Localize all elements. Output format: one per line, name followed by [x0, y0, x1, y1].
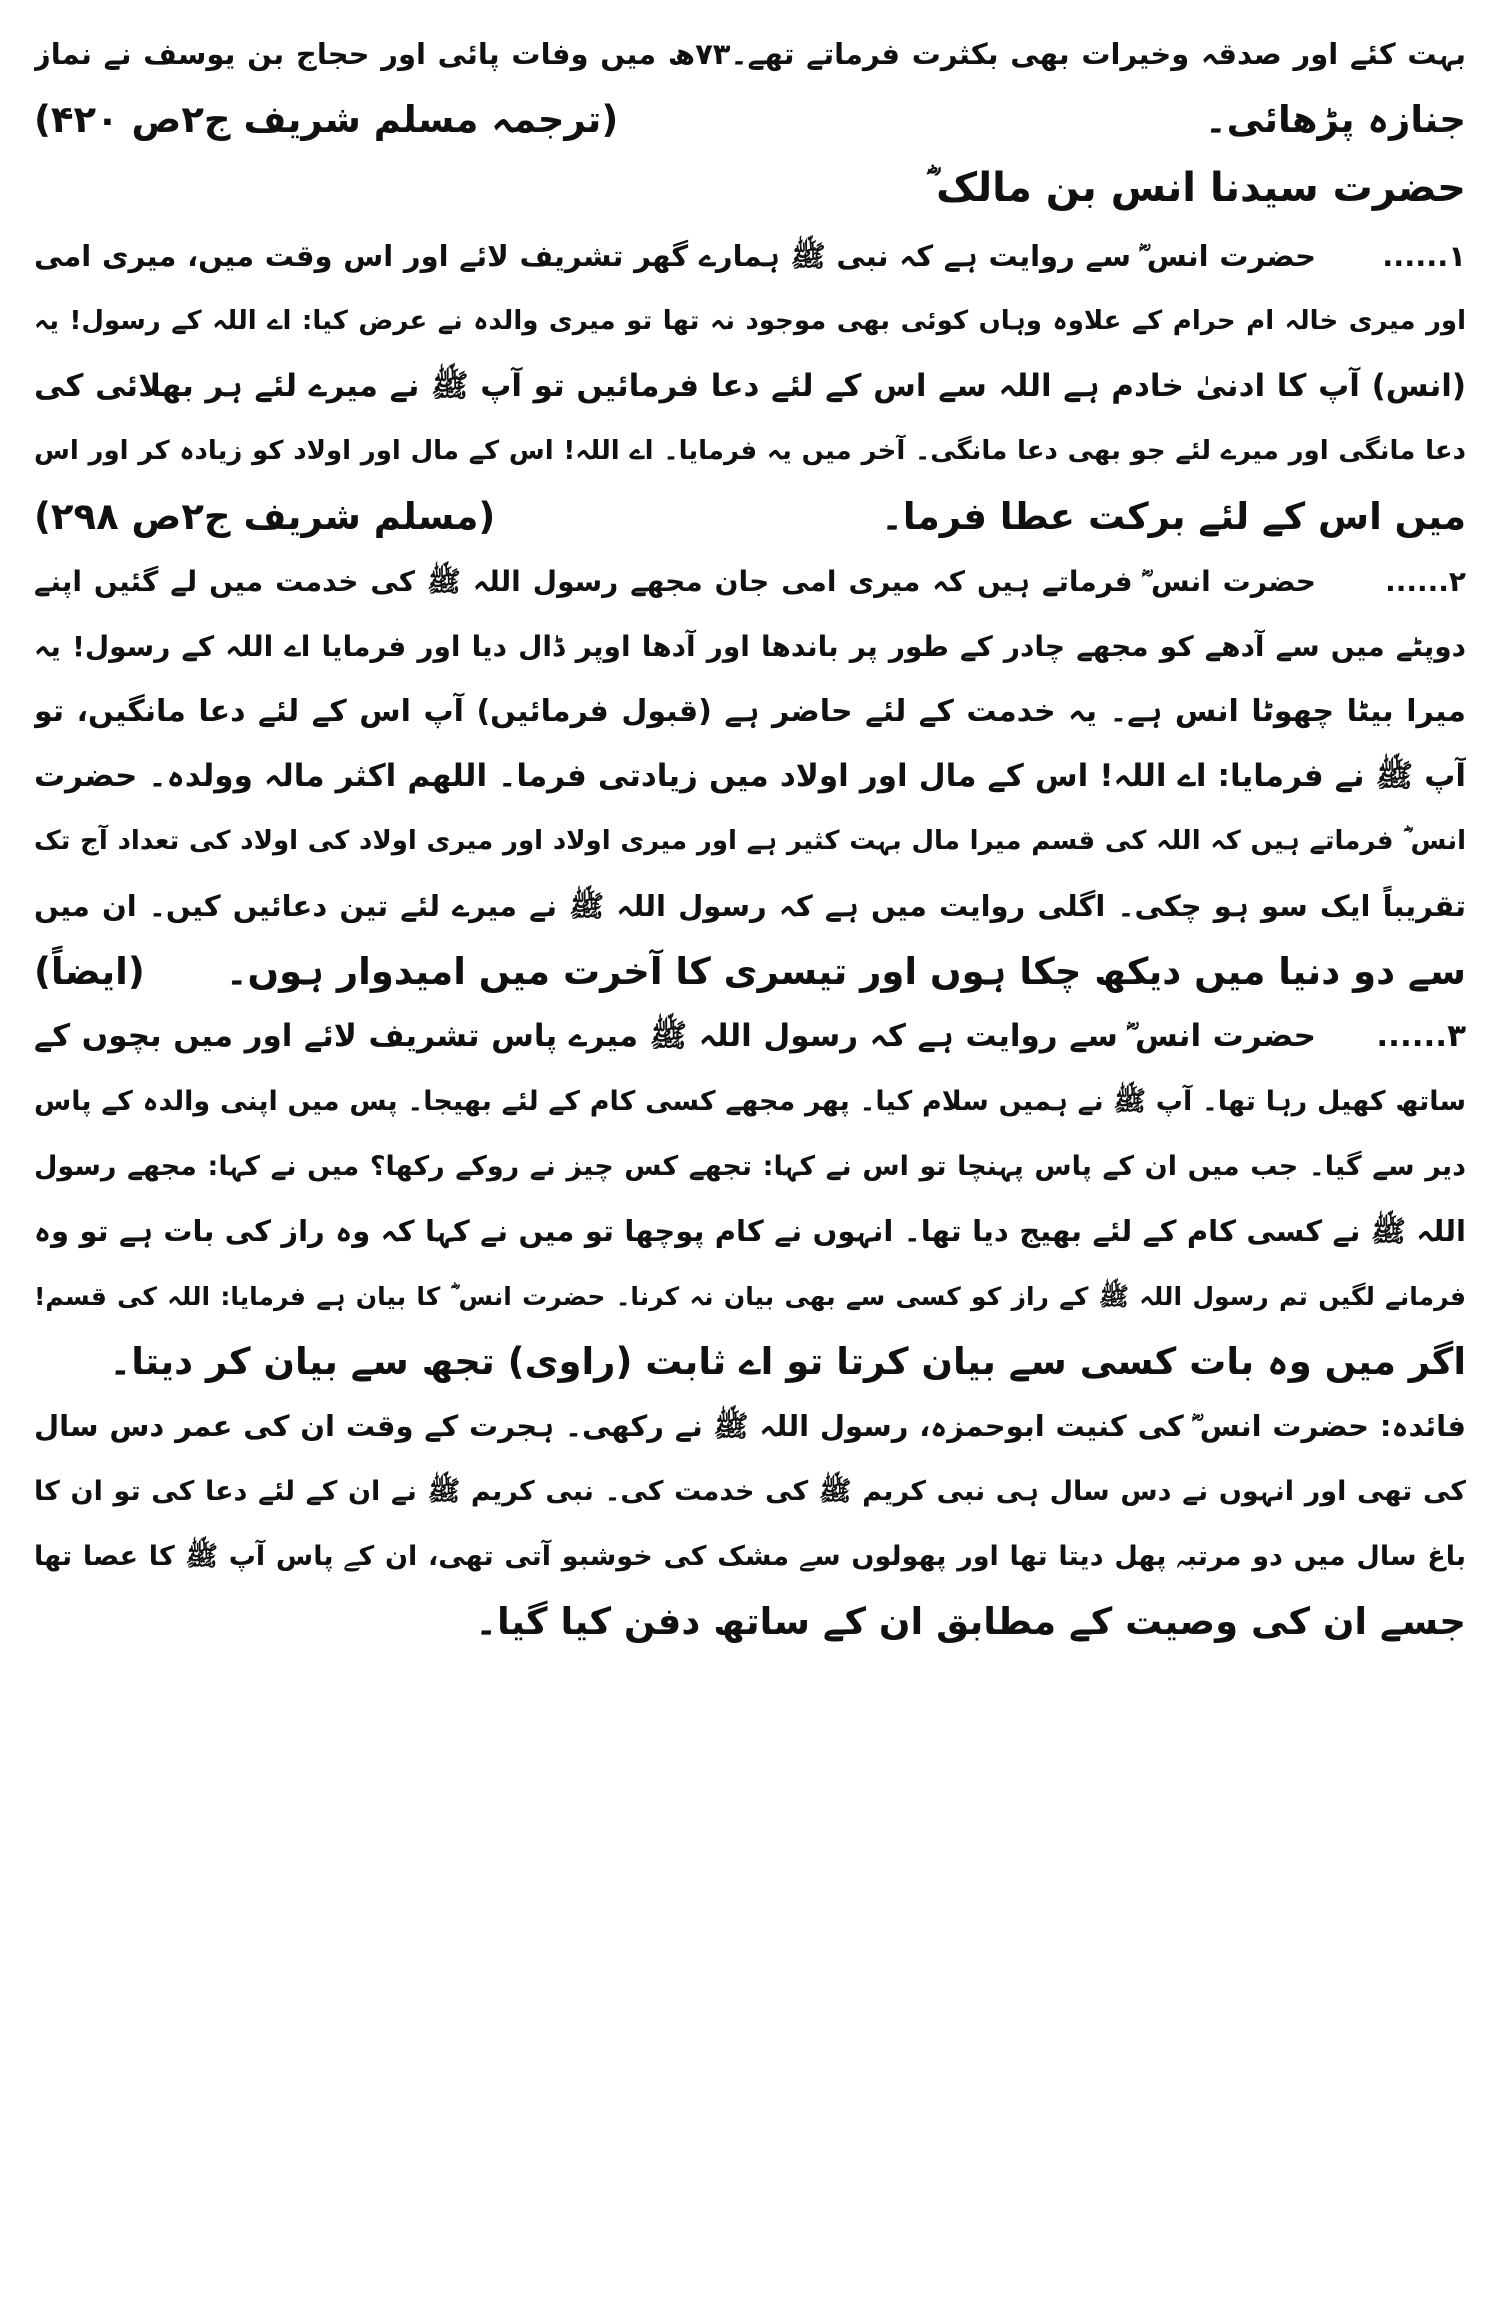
hadith-3-number: ۳...... [1376, 1018, 1466, 1054]
hadith-1-number: ۱...... [1382, 239, 1466, 273]
hadith-2-line-7-text: سے دو دنیا میں دیکھ چکا ہوں اور تیسری کا آخرت میں امیدوار ہوں۔ [225, 950, 1466, 993]
hadith-2-line-2: دوپٹے میں سے آدھے کو مجھے چادر کے طور پر باندھا اور آدھا اوپر ڈال دیا اور فرمایا اے اللہ کے رسول! یہ [34, 630, 1466, 663]
hadith-1-reference: (مسلم شریف ج۲ص ۲۹۸) [34, 495, 496, 538]
hadith-1-line-5 [34, 484, 1466, 549]
hadith-2-reference: (ایضاً) [34, 950, 145, 993]
hadith-1-line-1-text: حضرت انس ؓ سے روایت ہے کہ نبی ﷺ ہمارے گھر تشریف لائے اور اس وقت میں، میری امی [34, 239, 1316, 273]
hadith-3-line-4: اللہ ﷺ نے کسی کام کے لئے بھیج دیا تھا۔ انہوں نے کام پوچھا تو میں نے کہا کہ وہ راز کی بات ہے تو وہ [34, 1214, 1466, 1248]
hadith-2-line-5: انس ؓ فرماتے ہیں کہ اللہ کی قسم میرا مال بہت کثیر ہے اور میری اولاد اور میری اولاد کی اولاد کی تعداد آج تک [34, 826, 1466, 856]
section-heading: حضرت سیدنا انس بن مالک ؓ [926, 165, 1466, 211]
intro-line-1: بہت کئے اور صدقہ وخیرات بھی بکثرت فرماتے تھے۔۷۳ھ میں وفات پائی اور حجاج بن یوسف نے نماز [34, 37, 1466, 71]
hadith-3-line-5: فرمانے لگیں تم رسول اللہ ﷺ کے راز کو کسی سے بھی بیان نہ کرنا۔ حضرت انس ؓ کا بیان ہے فرمایا: اللہ کی قسم! [34, 1282, 1466, 1311]
hadith-2-line-1 [34, 549, 1466, 614]
hadith-3-line-6-text: اگر میں وہ بات کسی سے بیان کرتا تو اے ثابت (راوی) تجھ سے بیان کر دیتا۔ [109, 1340, 1466, 1383]
faida-line-4 [34, 1589, 1466, 1654]
faida-line-2: کی تھی اور انہوں نے دس سال ہی نبی کریم ﷺ کی خدمت کی۔ نبی کریم ﷺ نے ان کے لئے دعا کی تو ان کا [34, 1476, 1466, 1507]
faida-line-3: باغ سال میں دو مرتبہ پھل دیتا تھا اور پھولوں سے مشک کی خوشبو آتی تھی، ان کے پاس آپ ﷺ کا عصا تھا [34, 1541, 1466, 1572]
hadith-2-line-6: تقریباً ایک سو ہو چکی۔ اگلی روایت میں ہے کہ رسول اللہ ﷺ نے میرے لئے تین دعائیں کیں۔ ان میں [34, 889, 1466, 923]
hadith-1-line-1 [34, 224, 1466, 289]
hadith-1-line-4: دعا مانگی اور میرے لئے جو بھی دعا مانگی۔ آخر میں یہ فرمایا۔ اے اللہ! اس کے مال اور اولاد کو زیادہ کر اور اس [34, 436, 1466, 466]
hadith-2-line-3: میرا بیٹا چھوٹا انس ہے۔ یہ خدمت کے لئے حاضر ہے (قبول فرمائیں) آپ اس کے لئے دعا مانگیں، تو [34, 694, 1466, 729]
hadith-3-line-2: ساتھ کھیل رہا تھا۔ آپ ﷺ نے ہمیں سلام کیا۔ پھر مجھے کسی کام کے لئے بھیجا۔ پس میں اپنی والدہ کے پاس [34, 1086, 1466, 1117]
hadith-2-line-1-text: حضرت انس ؓ فرماتے ہیں کہ میری امی جان مجھے رسول اللہ ﷺ کی خدمت میں لے گئیں اپنے [34, 565, 1316, 598]
hadith-3-line-1 [34, 1004, 1466, 1069]
hadith-2-line-4: آپ ﷺ نے فرمایا: اے اللہ! اس کے مال اور اولاد میں زیادتی فرما۔ اللھم اکثر مالہ وولدہ۔ حضرت [34, 758, 1466, 794]
faida-line-4-text: جسے ان کی وصیت کے مطابق ان کے ساتھ دفن کیا گیا۔ [475, 1600, 1466, 1643]
hadith-1-line-2: اور میری خالہ ام حرام کے علاوہ وہاں کوئی بھی موجود نہ تھا تو میری والدہ نے عرض کیا: اے اللہ کے رسول! یہ [34, 306, 1466, 336]
intro-line-2 [34, 87, 1466, 152]
intro-line-2-text: جنازہ پڑھائی۔ [1205, 98, 1466, 141]
hadith-1-line-3: (انس) آپ کا ادنیٰ خادم ہے اللہ سے اس کے لئے دعا فرمائیں تو آپ ﷺ نے میرے لئے ہر بھلائی کی [34, 368, 1466, 404]
hadith-3-line-1-text: حضرت انس ؓ سے روایت ہے کہ رسول اللہ ﷺ میرے پاس تشریف لائے اور میں بچوں کے [34, 1018, 1316, 1054]
hadith-3-line-3: دیر سے گیا۔ جب میں ان کے پاس پہنچا تو اس نے کہا: تجھے کس چیز نے روکے رکھا؟ میں نے کہا: مجھے رسول [34, 1151, 1466, 1182]
hadith-3-line-6 [34, 1329, 1466, 1394]
intro-reference: (ترجمہ مسلم شریف ج۲ص ۴۲۰) [34, 98, 619, 141]
faida-line-1: فائدہ: حضرت انس ؓ کی کنیت ابوحمزہ، رسول اللہ ﷺ نے رکھی۔ ہجرت کے وقت ان کی عمر دس سال [34, 1409, 1466, 1443]
hadith-1-line-5-text: میں اس کے لئے برکت عطا فرما۔ [881, 495, 1466, 538]
hadith-2-line-7 [34, 939, 1466, 1004]
hadith-2-number: ۲...... [1385, 565, 1466, 598]
